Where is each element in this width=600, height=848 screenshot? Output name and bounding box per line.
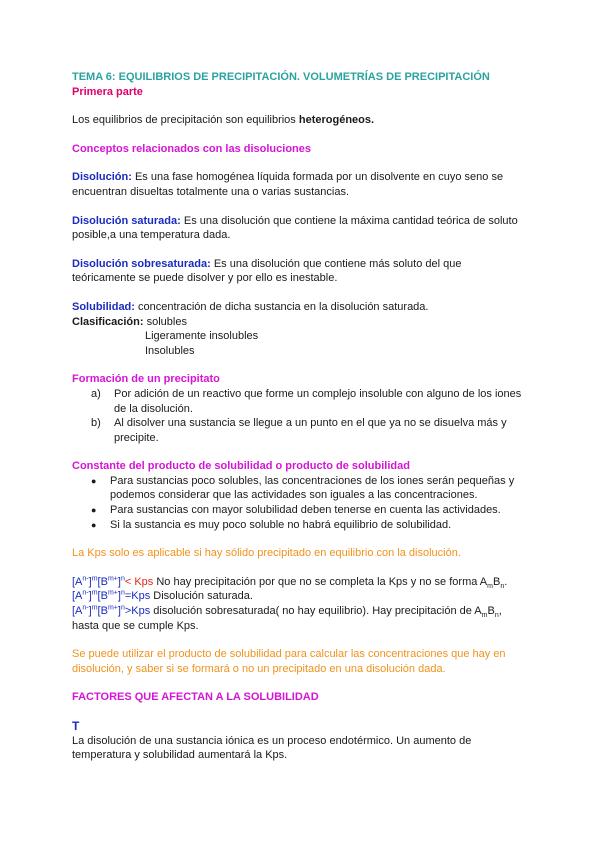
- kps-use-paragraph: Se puede utilizar el producto de solubilidad para calcular las concentraciones que hay en disolución, y saber si se formará o no un precipitado en una disolución dada.: [72, 648, 506, 675]
- bullet-icon: ●: [91, 519, 97, 530]
- kps-heading: Constante del producto de solubilidad o producto de solubilidad: [72, 460, 410, 473]
- condition-equal: $[A^{n-}]^m[B^{m+}]^n=Kps$ Disolución saturada.: [72, 589, 253, 603]
- concepts-heading: Conceptos relacionados con las disoluciones: [72, 142, 312, 155]
- list-item: ● Si la sustancia es muy poco soluble no habrá equilibrio de solubilidad.: [91, 518, 452, 531]
- definition-disolucion: Disolución: Es una fase homogénea líquida formada por un disolvente en cuyo seno se encuentran disueltas totalmente una o varias sustancias.: [72, 171, 504, 198]
- factores-heading: FACTORES QUE AFECTAN A LA SOLUBILIDAD: [72, 691, 319, 704]
- kps-conditions: $[A^{n-}]^m[B^{m+}]^n<$ Kps No hay precipitación por que no se completa la Kps y no se forma $A_mB_n$. $[A^{n-}]^m[B^{m+}]^n=Kps$ Disolución saturada. $[A^{n-}]^m[B^{m+}]^n>Kps$ disolución sobresaturada( no hay equilibrio). Hay precipitación de $A_mB_n$, hasta que se cumple Kps.: [72, 575, 532, 633]
- condition-less: $[A^{n-}]^m[B^{m+}]^n<$ Kps No hay precipitación por que no se completa la Kps y no se forma $A_mB_n$.: [72, 575, 508, 591]
- condition-greater: $[A^{n-}]^m[B^{m+}]^n>Kps$ disolución sobresaturada( no hay equilibrio). Hay precipitación de $A_mB_n$,: [72, 604, 502, 620]
- temperature-label: T: [72, 719, 80, 733]
- formacion-heading: Formación de un precipitato: [72, 373, 220, 386]
- list-item: ● Para sustancias con mayor solubilidad deben tenerse en cuenta las actividades.: [91, 504, 501, 517]
- list-item: b) Al disolver una sustancia se llegue a un punto en el que ya no se disuelva más y precipite.: [91, 417, 507, 444]
- document-title: TEMA 6: EQUILIBRIOS DE PRECIPITACIÓN. VOLUMETRÍAS DE PRECIPITACIÓN: [72, 71, 490, 83]
- document-page: [72, 70, 532, 763]
- bullet-icon: ●: [91, 505, 97, 516]
- temperature-paragraph: La disolución de una sustancia iónica es un proceso endotérmico. Un aumento de temperatura y solubilidad aumentará la Kps.: [72, 734, 472, 762]
- intro-paragraph: Los equilibrios de precipitación son equilibrios heterogéneos.: [72, 114, 375, 127]
- kps-note: La Kps solo es aplicable si hay sólido precipitado en equilibrio con la disolución.: [72, 547, 461, 560]
- bullet-icon: ●: [91, 475, 97, 486]
- definition-solubilidad: Solubilidad: concentración de dicha sustancia en la disolución saturada. Clasificación: solubles Ligeramente insolubles Insolubles: [72, 300, 429, 357]
- list-item: a) Por adición de un reactivo que forme un complejo insoluble con alguno de los iones de la disolución.: [91, 387, 522, 415]
- document-subtitle: Primera parte: [72, 85, 143, 98]
- definition-sobresaturada: Disolución sobresaturada: Es una disolución que contiene más soluto del que teóricamente se puede disolver y por ello es inestable.: [72, 257, 462, 285]
- list-item: ● Para sustancias poco solubles, las concentraciones de los iones serán pequeñas y podemos considerar que las actividades son iguales a las concentraciones.: [91, 474, 515, 502]
- formacion-list: [72, 387, 532, 445]
- kps-bullets: [72, 474, 532, 532]
- definition-saturada: Disolución saturada: Es una disolución que contiene la máxima cantidad teórica de soluto posible,a una temperatura dada.: [72, 214, 518, 242]
